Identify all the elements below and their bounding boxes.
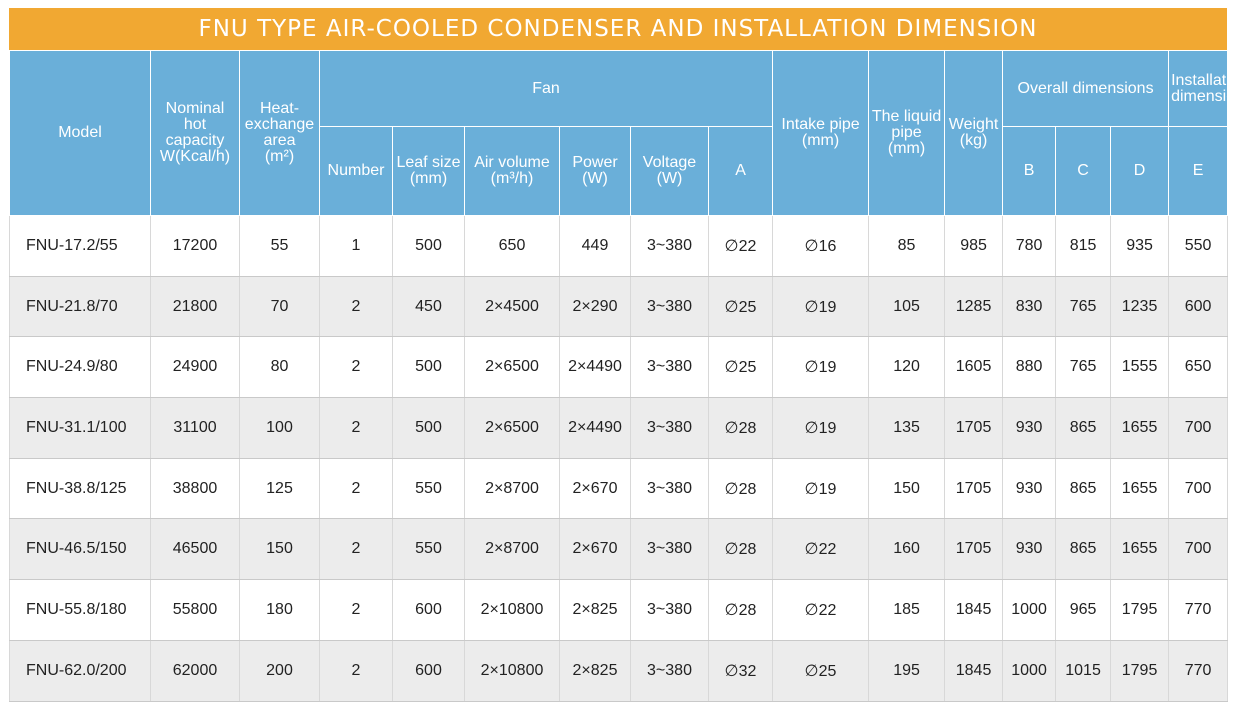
header-intake-pipe: Intake pipe (mm)	[773, 51, 869, 216]
cell-intake-pipe: ∅22	[709, 216, 773, 277]
cell-voltage: 3~380	[631, 216, 709, 277]
cell-fan-number: 2	[320, 458, 393, 519]
cell-fan-number: 2	[320, 580, 393, 641]
header-leaf-size: Leaf size (mm)	[393, 127, 465, 216]
cell-weight: 85	[869, 216, 945, 277]
header-installation-dimension: Installation dimension	[1169, 51, 1228, 127]
cell-dim-c: 765	[1056, 337, 1111, 398]
cell-dim-d: 1655	[1111, 458, 1169, 519]
cell-dim-b: 930	[1003, 398, 1056, 459]
cell-capacity: 21800	[151, 276, 240, 337]
cell-intake-pipe: ∅25	[709, 276, 773, 337]
cell-weight: 150	[869, 458, 945, 519]
cell-intake-pipe: ∅32	[709, 640, 773, 701]
cell-liquid-pipe: ∅19	[773, 337, 869, 398]
cell-dim-e: 700	[1169, 519, 1228, 580]
cell-power: 2×4490	[560, 398, 631, 459]
cell-dim-d: 935	[1111, 216, 1169, 277]
cell-voltage: 3~380	[631, 580, 709, 641]
table-row	[10, 519, 1228, 580]
cell-dim-c: 865	[1056, 519, 1111, 580]
header-fan-number: Number	[320, 127, 393, 216]
cell-dim-b: 780	[1003, 216, 1056, 277]
cell-dim-a: 985	[945, 216, 1003, 277]
header-weight: Weight (kg)	[945, 51, 1003, 216]
cell-air-volume: 2×8700	[465, 458, 560, 519]
table-body	[10, 216, 1228, 702]
cell-intake-pipe: ∅28	[709, 580, 773, 641]
cell-capacity: 17200	[151, 216, 240, 277]
header-voltage: Voltage (W)	[631, 127, 709, 216]
cell-power: 2×825	[560, 580, 631, 641]
cell-dim-d: 1795	[1111, 580, 1169, 641]
cell-voltage: 3~380	[631, 337, 709, 398]
cell-weight: 160	[869, 519, 945, 580]
cell-capacity: 55800	[151, 580, 240, 641]
cell-liquid-pipe: ∅16	[773, 216, 869, 277]
spec-sheet	[9, 8, 1248, 707]
cell-liquid-pipe: ∅22	[773, 580, 869, 641]
cell-model: FNU-46.5/150	[10, 519, 151, 580]
cell-leaf-size: 500	[393, 398, 465, 459]
cell-capacity: 38800	[151, 458, 240, 519]
cell-leaf-size: 500	[393, 337, 465, 398]
cell-dim-b: 880	[1003, 337, 1056, 398]
cell-fan-number: 2	[320, 640, 393, 701]
table-row	[10, 640, 1228, 701]
cell-voltage: 3~380	[631, 398, 709, 459]
cell-area: 150	[240, 519, 320, 580]
cell-weight: 135	[869, 398, 945, 459]
cell-liquid-pipe: ∅19	[773, 458, 869, 519]
cell-dim-c: 765	[1056, 276, 1111, 337]
cell-fan-number: 1	[320, 216, 393, 277]
cell-intake-pipe: ∅28	[709, 519, 773, 580]
cell-dim-d: 1555	[1111, 337, 1169, 398]
table-row	[10, 458, 1228, 519]
cell-dim-c: 1015	[1056, 640, 1111, 701]
cell-dim-b: 1000	[1003, 580, 1056, 641]
cell-power: 2×4490	[560, 337, 631, 398]
cell-model: FNU-31.1/100	[10, 398, 151, 459]
cell-air-volume: 2×4500	[465, 276, 560, 337]
cell-dim-d: 1655	[1111, 398, 1169, 459]
header-fan: Fan	[320, 51, 773, 127]
cell-dim-a: 1845	[945, 580, 1003, 641]
header-area	[240, 51, 320, 216]
cell-dim-e: 770	[1169, 580, 1228, 641]
spec-table	[9, 50, 1248, 702]
cell-model: FNU-17.2/55	[10, 216, 151, 277]
cell-dim-e: 550	[1169, 216, 1228, 277]
cell-dim-e: 700	[1169, 458, 1228, 519]
cell-leaf-size: 600	[393, 640, 465, 701]
cell-intake-pipe: ∅28	[709, 398, 773, 459]
cell-leaf-size: 450	[393, 276, 465, 337]
cell-capacity: 24900	[151, 337, 240, 398]
cell-area: 100	[240, 398, 320, 459]
cell-model: FNU-55.8/180	[10, 580, 151, 641]
cell-leaf-size: 600	[393, 580, 465, 641]
cell-dim-c: 815	[1056, 216, 1111, 277]
cell-voltage: 3~380	[631, 458, 709, 519]
cell-air-volume: 650	[465, 216, 560, 277]
cell-dim-d: 1795	[1111, 640, 1169, 701]
table-row	[10, 398, 1228, 459]
cell-dim-a: 1705	[945, 519, 1003, 580]
cell-air-volume: 2×6500	[465, 337, 560, 398]
table-row	[10, 216, 1228, 277]
header-dim-e: E	[1169, 127, 1228, 216]
cell-air-volume: 2×8700	[465, 519, 560, 580]
cell-dim-e: 700	[1169, 398, 1228, 459]
cell-power: 2×670	[560, 458, 631, 519]
cell-weight: 185	[869, 580, 945, 641]
cell-liquid-pipe: ∅19	[773, 398, 869, 459]
cell-model: FNU-24.9/80	[10, 337, 151, 398]
cell-dim-e: 770	[1169, 640, 1228, 701]
table-title: FNU TYPE AIR-COOLED CONDENSER AND INSTALLATION DIMENSION	[9, 8, 1227, 50]
header-power: Power (W)	[560, 127, 631, 216]
cell-dim-c: 965	[1056, 580, 1111, 641]
table-row	[10, 337, 1228, 398]
cell-area: 180	[240, 580, 320, 641]
cell-dim-e: 650	[1169, 337, 1228, 398]
cell-dim-a: 1705	[945, 398, 1003, 459]
cell-liquid-pipe: ∅19	[773, 276, 869, 337]
cell-dim-a: 1285	[945, 276, 1003, 337]
cell-air-volume: 2×6500	[465, 398, 560, 459]
cell-air-volume: 2×10800	[465, 580, 560, 641]
header-dim-a: A	[709, 127, 773, 216]
cell-leaf-size: 500	[393, 216, 465, 277]
cell-model: FNU-62.0/200	[10, 640, 151, 701]
cell-area: 125	[240, 458, 320, 519]
cell-area: 55	[240, 216, 320, 277]
cell-capacity: 46500	[151, 519, 240, 580]
header-dim-d: D	[1111, 127, 1169, 216]
cell-model: FNU-38.8/125	[10, 458, 151, 519]
cell-dim-a: 1705	[945, 458, 1003, 519]
cell-dim-c: 865	[1056, 398, 1111, 459]
cell-area: 70	[240, 276, 320, 337]
header-dim-c: C	[1056, 127, 1111, 216]
cell-intake-pipe: ∅25	[709, 337, 773, 398]
header-area-label: Heat-exchange area	[244, 100, 315, 149]
cell-dim-b: 1000	[1003, 640, 1056, 701]
cell-voltage: 3~380	[631, 519, 709, 580]
cell-dim-d: 1235	[1111, 276, 1169, 337]
header-air-volume: Air volume (m³/h)	[465, 127, 560, 216]
cell-fan-number: 2	[320, 276, 393, 337]
cell-liquid-pipe: ∅22	[773, 519, 869, 580]
cell-area: 80	[240, 337, 320, 398]
table-row	[10, 276, 1228, 337]
header-model: Model	[10, 51, 151, 216]
cell-dim-a: 1605	[945, 337, 1003, 398]
cell-air-volume: 2×10800	[465, 640, 560, 701]
cell-capacity: 62000	[151, 640, 240, 701]
cell-power: 2×825	[560, 640, 631, 701]
cell-fan-number: 2	[320, 519, 393, 580]
cell-weight: 105	[869, 276, 945, 337]
cell-dim-b: 930	[1003, 519, 1056, 580]
table-row	[10, 580, 1228, 641]
cell-leaf-size: 550	[393, 458, 465, 519]
header-liquid-pipe: The liquid pipe (mm)	[869, 51, 945, 216]
cell-weight: 120	[869, 337, 945, 398]
cell-power: 449	[560, 216, 631, 277]
cell-dim-e: 600	[1169, 276, 1228, 337]
cell-voltage: 3~380	[631, 640, 709, 701]
cell-fan-number: 2	[320, 337, 393, 398]
cell-dim-d: 1655	[1111, 519, 1169, 580]
cell-liquid-pipe: ∅25	[773, 640, 869, 701]
header-capacity: Nominal hot capacity W(Kcal/h)	[151, 51, 240, 216]
header-overall-dimensions: Overall dimensions	[1003, 51, 1169, 127]
cell-dim-a: 1845	[945, 640, 1003, 701]
cell-model: FNU-21.8/70	[10, 276, 151, 337]
cell-intake-pipe: ∅28	[709, 458, 773, 519]
cell-dim-b: 830	[1003, 276, 1056, 337]
cell-power: 2×290	[560, 276, 631, 337]
table-header	[10, 51, 1248, 216]
cell-capacity: 31100	[151, 398, 240, 459]
cell-voltage: 3~380	[631, 276, 709, 337]
cell-area: 200	[240, 640, 320, 701]
cell-power: 2×670	[560, 519, 631, 580]
cell-leaf-size: 550	[393, 519, 465, 580]
header-dim-b: B	[1003, 127, 1056, 216]
header-area-unit: (m²)	[264, 148, 295, 165]
cell-weight: 195	[869, 640, 945, 701]
cell-fan-number: 2	[320, 398, 393, 459]
cell-dim-c: 865	[1056, 458, 1111, 519]
cell-dim-b: 930	[1003, 458, 1056, 519]
